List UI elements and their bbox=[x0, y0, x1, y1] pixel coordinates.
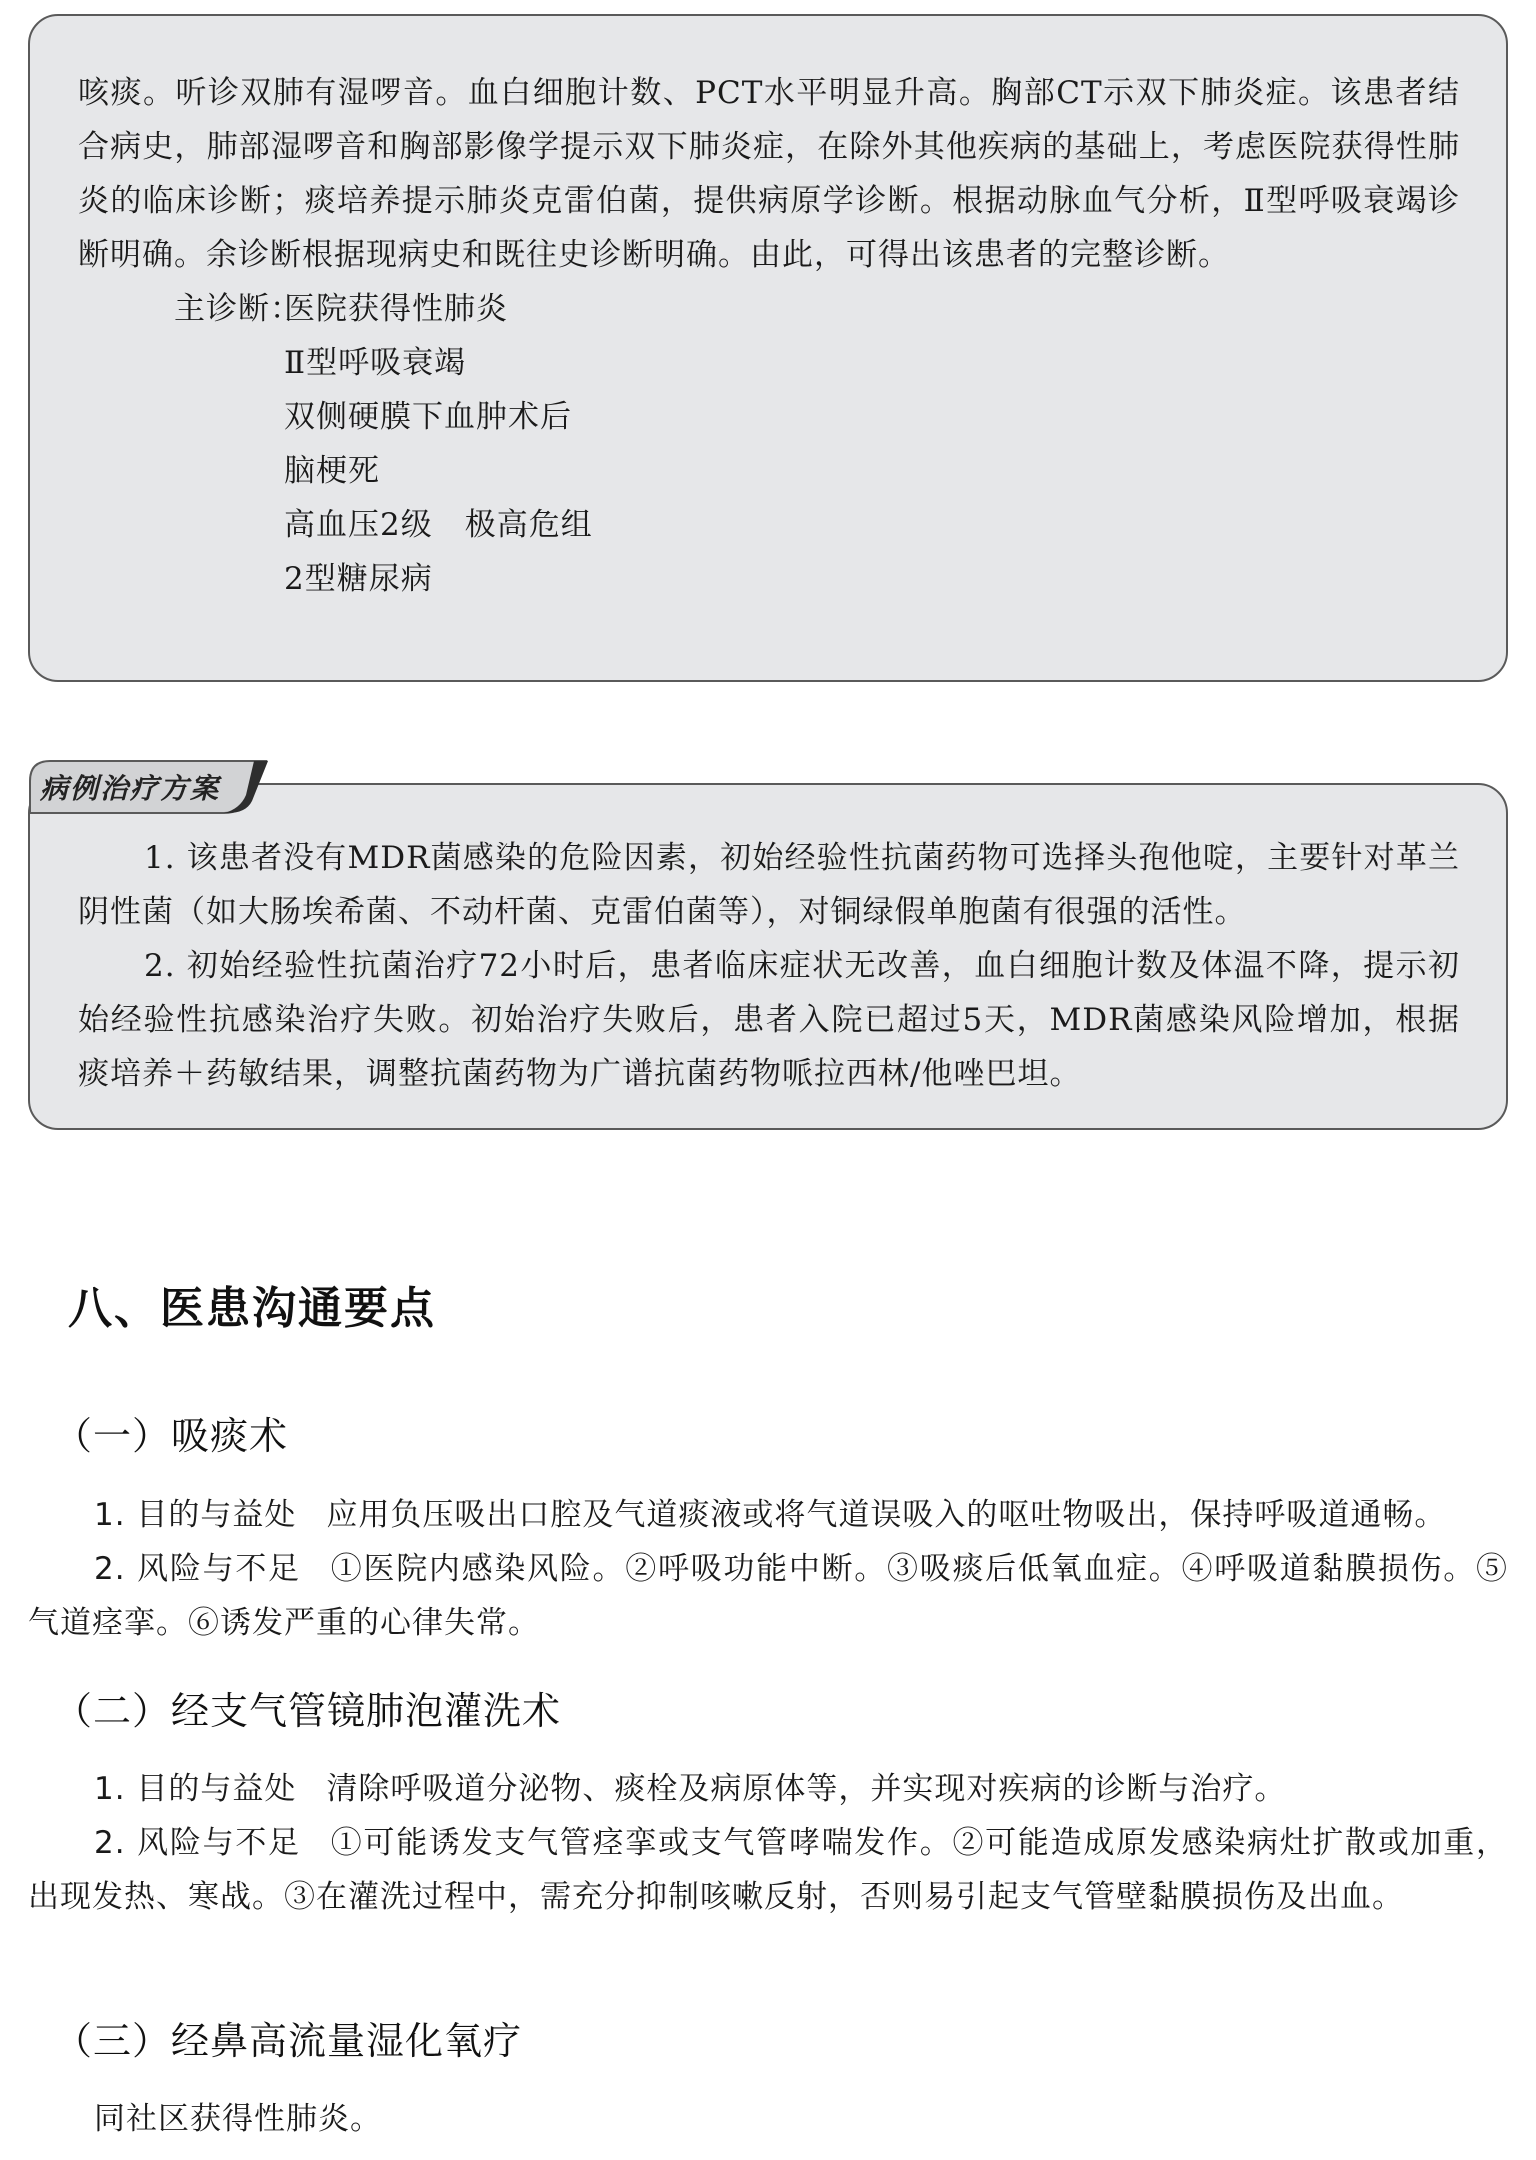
subsection-heading: （一）吸痰术 bbox=[54, 1414, 289, 1458]
diagnosis-item: Ⅱ型呼吸衰竭 bbox=[284, 345, 467, 381]
item-text: 清除呼吸道分泌物、痰栓及病原体等，并实现对疾病的诊断与治疗。 bbox=[326, 1771, 1287, 1807]
diagnosis-label: 主诊断： bbox=[174, 291, 302, 327]
item-term: 2. 风险与不足 bbox=[94, 1825, 301, 1861]
subsection-item bbox=[28, 1542, 1508, 1650]
treatment-tab bbox=[28, 757, 273, 815]
diagnosis-item: 脑梗死 bbox=[284, 453, 380, 489]
item-text: 应用负压吸出口腔及气道痰液或将气道误吸入的呕吐物吸出，保持呼吸道通畅。 bbox=[326, 1497, 1447, 1533]
item-term: 1. 目的与益处 bbox=[94, 1771, 297, 1807]
treatment-tab-label: 病例治疗方案 bbox=[40, 772, 221, 805]
diagnosis-row bbox=[78, 552, 1460, 606]
diagnosis-box bbox=[28, 14, 1508, 682]
treatment-paragraph: 1. 该患者没有MDR菌感染的危险因素，初始经验性抗菌药物可选择头孢他啶，主要针对革兰阴性菌（如大肠埃希菌、不动杆菌、克雷伯菌等），对铜绿假单胞菌有很强的活性。 bbox=[78, 840, 1460, 930]
treatment-box bbox=[28, 783, 1508, 1130]
diagnosis-item: 2型糖尿病 bbox=[284, 561, 433, 597]
subsection-item bbox=[28, 1488, 1508, 1542]
diagnosis-row bbox=[78, 390, 1460, 444]
diagnosis-row bbox=[78, 282, 1460, 336]
item-text: ①可能诱发支气管痉挛或支气管哮喘发作。②可能造成原发感染病灶扩散或加重，出现发热、寒战。③在灌洗过程中，需充分抑制咳嗽反射，否则易引起支气管壁黏膜损伤及出血。 bbox=[28, 1825, 1508, 1915]
subsection-item: 同社区获得性肺炎。 bbox=[94, 2101, 382, 2137]
item-term: 2. 风险与不足 bbox=[94, 1551, 301, 1587]
diagnosis-row bbox=[78, 498, 1460, 552]
diagnosis-item: 双侧硬膜下血肿术后 bbox=[284, 399, 572, 435]
subsection-body bbox=[28, 2092, 1508, 2146]
item-term: 1. 目的与益处 bbox=[94, 1497, 297, 1533]
subsection-body bbox=[28, 1762, 1508, 1924]
subsection-body bbox=[28, 1488, 1508, 1650]
item-text: ①医院内感染风险。②呼吸功能中断。③吸痰后低氧血症。④呼吸道黏膜损伤。⑤气道痉挛。⑥诱发严重的心律失常。 bbox=[28, 1551, 1508, 1641]
subsection-item bbox=[28, 1816, 1508, 1924]
diagnosis-item: 高血压2级 极高危组 bbox=[284, 507, 593, 543]
subsection-heading: （三）经鼻高流量湿化氧疗 bbox=[54, 2019, 523, 2063]
treatment-paragraph: 2. 初始经验性抗菌治疗72小时后，患者临床症状无改善，血白细胞计数及体温不降，提示初始经验性抗感染治疗失败。初始治疗失败后，患者入院已超过5天，MDR菌感染风险增加，根据痰培养＋药敏结果，调整抗菌药物为广谱抗菌药物哌拉西林/他唑巴坦。 bbox=[78, 948, 1460, 1092]
section-title: 八、医患沟通要点 bbox=[68, 1283, 436, 1334]
diagnosis-row bbox=[78, 444, 1460, 498]
diagnosis-paragraph: 咳痰。听诊双肺有湿啰音。血白细胞计数、PCT水平明显升高。胸部CT示双下肺炎症。该患者结合病史，肺部湿啰音和胸部影像学提示双下肺炎症，在除外其他疾病的基础上，考虑医院获得性肺炎的临床诊断；痰培养提示肺炎克雷伯菌，提供病原学诊断。根据动脉血气分析，Ⅱ型呼吸衰竭诊断明确。余诊断根据现病史和既往史诊断明确。由此，可得出该患者的完整诊断。 bbox=[78, 75, 1460, 273]
subsection-heading: （二）经支气管镜肺泡灌洗术 bbox=[54, 1689, 562, 1733]
diagnosis-item: 医院获得性肺炎 bbox=[284, 291, 508, 327]
subsection-item bbox=[28, 1762, 1508, 1816]
diagnosis-row bbox=[78, 336, 1460, 390]
